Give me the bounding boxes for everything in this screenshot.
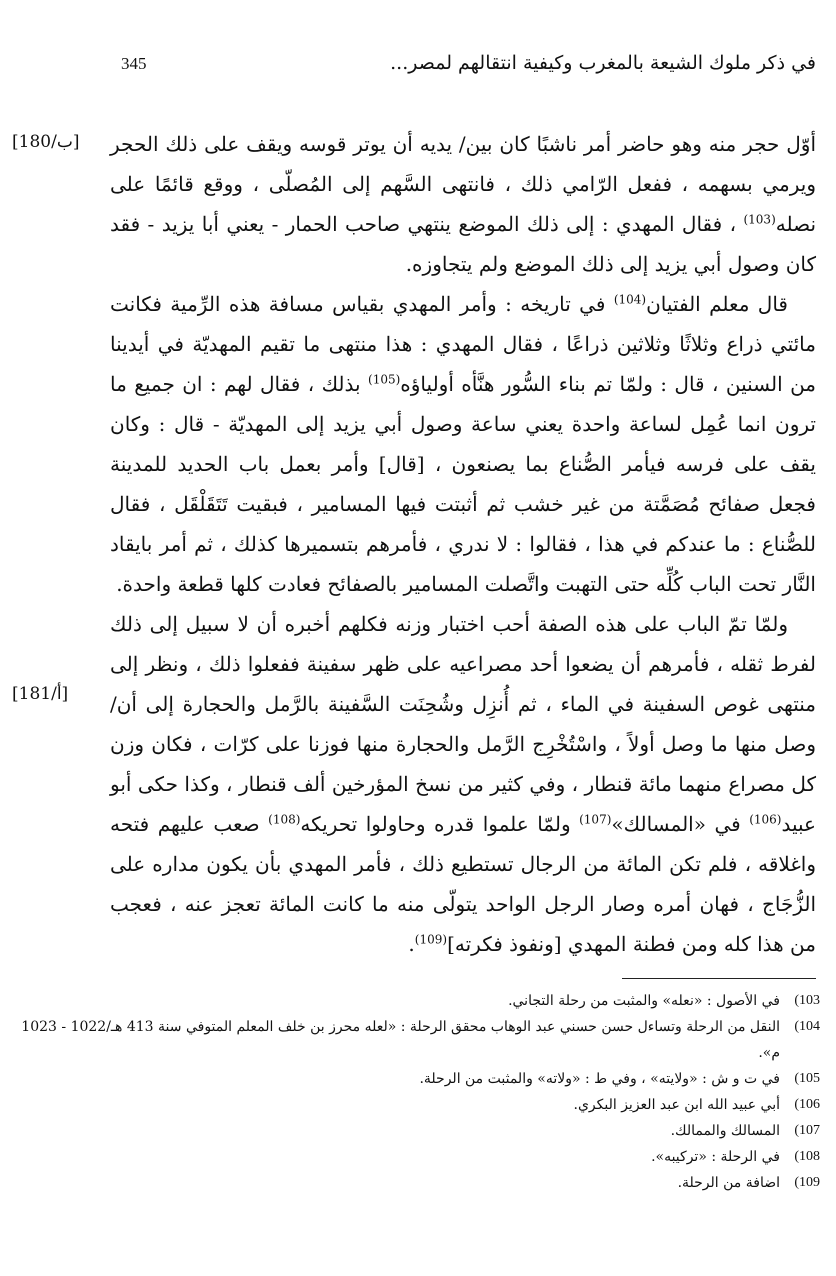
footnote-ref: (106) [749,812,782,827]
footnote-107 [20,1118,820,1144]
footnote-text: النقل من الرحلة وتساءل حسن حسني عبد الوهاب محقق الرحلة : «لعله محرز بن خلف المعلم المتوفي سنة 413 هـ/1022 - 1023 م». [21,1019,780,1061]
footnote-text: اضافة من الرحلة. [677,1175,780,1191]
paragraph-text: ، فقال المهدي : إلى ذلك الموضع ينتهي صاحب الحمار - يعني أبا يزيد - فقد كان وصول أبي يزيد إلى ذلك الموضع ولم يتجاوزه. [110,212,816,276]
footnotes [20,988,820,1196]
main-text [110,124,816,964]
footnote-104 [20,1014,820,1066]
footnote-number: 108) [794,1149,820,1164]
paragraph-text: قال معلم الفتيان [646,292,788,316]
paragraph-1 [110,124,816,284]
paragraph-text: ولمّا تمّ الباب على هذه الصفة أحب اختبار وزنه فكلهم أخبره أن لا سبيل إلى ذلك لفرط ثقله ، فأمرهم أن يضعوا أحد مصراعيه على ظهر سفينة ففعلوا ذلك ، ونظر إلى منتهى غوص السفينة في الماء ، ثم أُنزِل وشُحِنَت السَّفينة بالرَّمل والحجارة إلى أن/ وصل منها ما وصل أولاً ، واسْتُخْرِج الرَّمل والحجارة منها فوزنا على كرّات ، فكان وزن كل مصراع منهما مائة قنطار ، وفي كثير من نسخ المؤرخين ألف قنطار ، وكذا حكى أبو عبيد [110,612,816,836]
footnote-number: 109) [794,1175,820,1190]
footnote-ref: (105) [368,372,401,387]
footnote-text: المسالك والممالك. [670,1123,780,1139]
footnote-ref: (104) [613,292,647,307]
paragraph-text: بذلك ، فقال لهم : ان جميع ما ترون انما عُمِل لساعة واحدة يعني ساعة وصول أبي يزيد إلى المهديّة - قال : وكان يقف على فرسه فيأمر الصُّناع بما يصنعون ، [قال] وأمر بعمل باب الحديد للمدينة فجعل صفائح مُصَمَّتة من غير خشب ثم أثبتت فيها المسامير ، فبقيت تَتَقَلْقَل ، فقال للصُّناع : ما عندكم في هذا ، فقالوا : لا ندري ، فأمرهم بتسميرها كذلك ، ثم أمر بايقاد النَّار تحت الباب كُلِّه حتى التهبت واتَّصلت المسامير بالصفائح فعادت كلها قطعة واحدة. [110,372,816,596]
footnote-106 [20,1092,820,1118]
paragraph-text: ولمّا علموا قدره وحاولوا تحريكه [300,812,571,836]
footnote-ref: (109) [414,932,448,947]
paragraph-text: أوّل حجر منه وهو حاضر أمر ناشبًا كان بين/ يديه أن يوتر قوسه ويقف على ذلك الحجر ويرمي بسهمه ، ففعل الرّامي ذلك ، فانتهى السَّهم إلى المُصلّى ، ووقع قائمًا على نصله [110,132,817,236]
footnote-ref: (107) [579,812,612,827]
footnote-text: في الأصول : «نعله» والمثبت من رحلة التجاني. [508,993,780,1009]
footnote-divider [622,978,816,979]
footnote-108 [20,1144,820,1170]
paragraph-text: في تاريخه : وأمر المهدي بقياس مسافة هذه الرِّمية فكانت مائتي ذراع وثلاثًا وثلاثين ذراعًا ، فقال المهدي : هذا منتهى ما تقيم المهديّة في أيدينا من السنين ، قال : ولمّا تم بناء السُّور هنَّأه أولياؤه [110,292,817,396]
paragraph-2 [110,284,816,604]
page-header [0,50,836,84]
footnote-105 [20,1066,820,1092]
footnote-number: 106) [794,1097,820,1112]
footnote-text: في ت و ش : «ولايته» ، وفي ط : «ولاته» والمثبت من الرحلة. [419,1071,780,1087]
footnote-number: 103) [794,993,820,1008]
paragraph-text: صعب عليهم فتحه واغلاقه ، فلم تكن المائة من الرجال تستطيع ذلك ، فأمر المهدي بأن يكون مداره على الزُّجَاج ، فهان أمره وصار الرجل الواحد يتولّى منه ما كانت المائة تعجز عنه ، فعجب من هذا كله ومن فطنة المهدي [ونفوذ فكرته] [110,812,817,956]
footnote-109 [20,1170,820,1196]
footnote-103 [20,988,820,1014]
paragraph-text: في «المسالك» [611,812,741,836]
footnote-text: في الرحلة : «تركيبه». [651,1149,780,1165]
running-title: في ذكر ملوك الشيعة بالمغرب وكيفية انتقالهم لمصر... [390,52,816,74]
page-number: 345 [121,54,147,73]
paragraph-text: . [408,932,415,956]
folio-marker-180b: [180/ب] [12,132,80,152]
footnote-text: أبي عبيد الله ابن عبد العزيز البكري. [573,1097,780,1113]
footnote-ref: (103) [743,212,776,227]
paragraph-3 [110,604,816,964]
footnote-number: 104) [794,1019,820,1034]
folio-marker-181a: [181/أ] [12,684,69,704]
footnote-ref: (108) [268,812,301,827]
footnote-number: 105) [794,1071,820,1086]
footnote-number: 107) [794,1123,820,1138]
